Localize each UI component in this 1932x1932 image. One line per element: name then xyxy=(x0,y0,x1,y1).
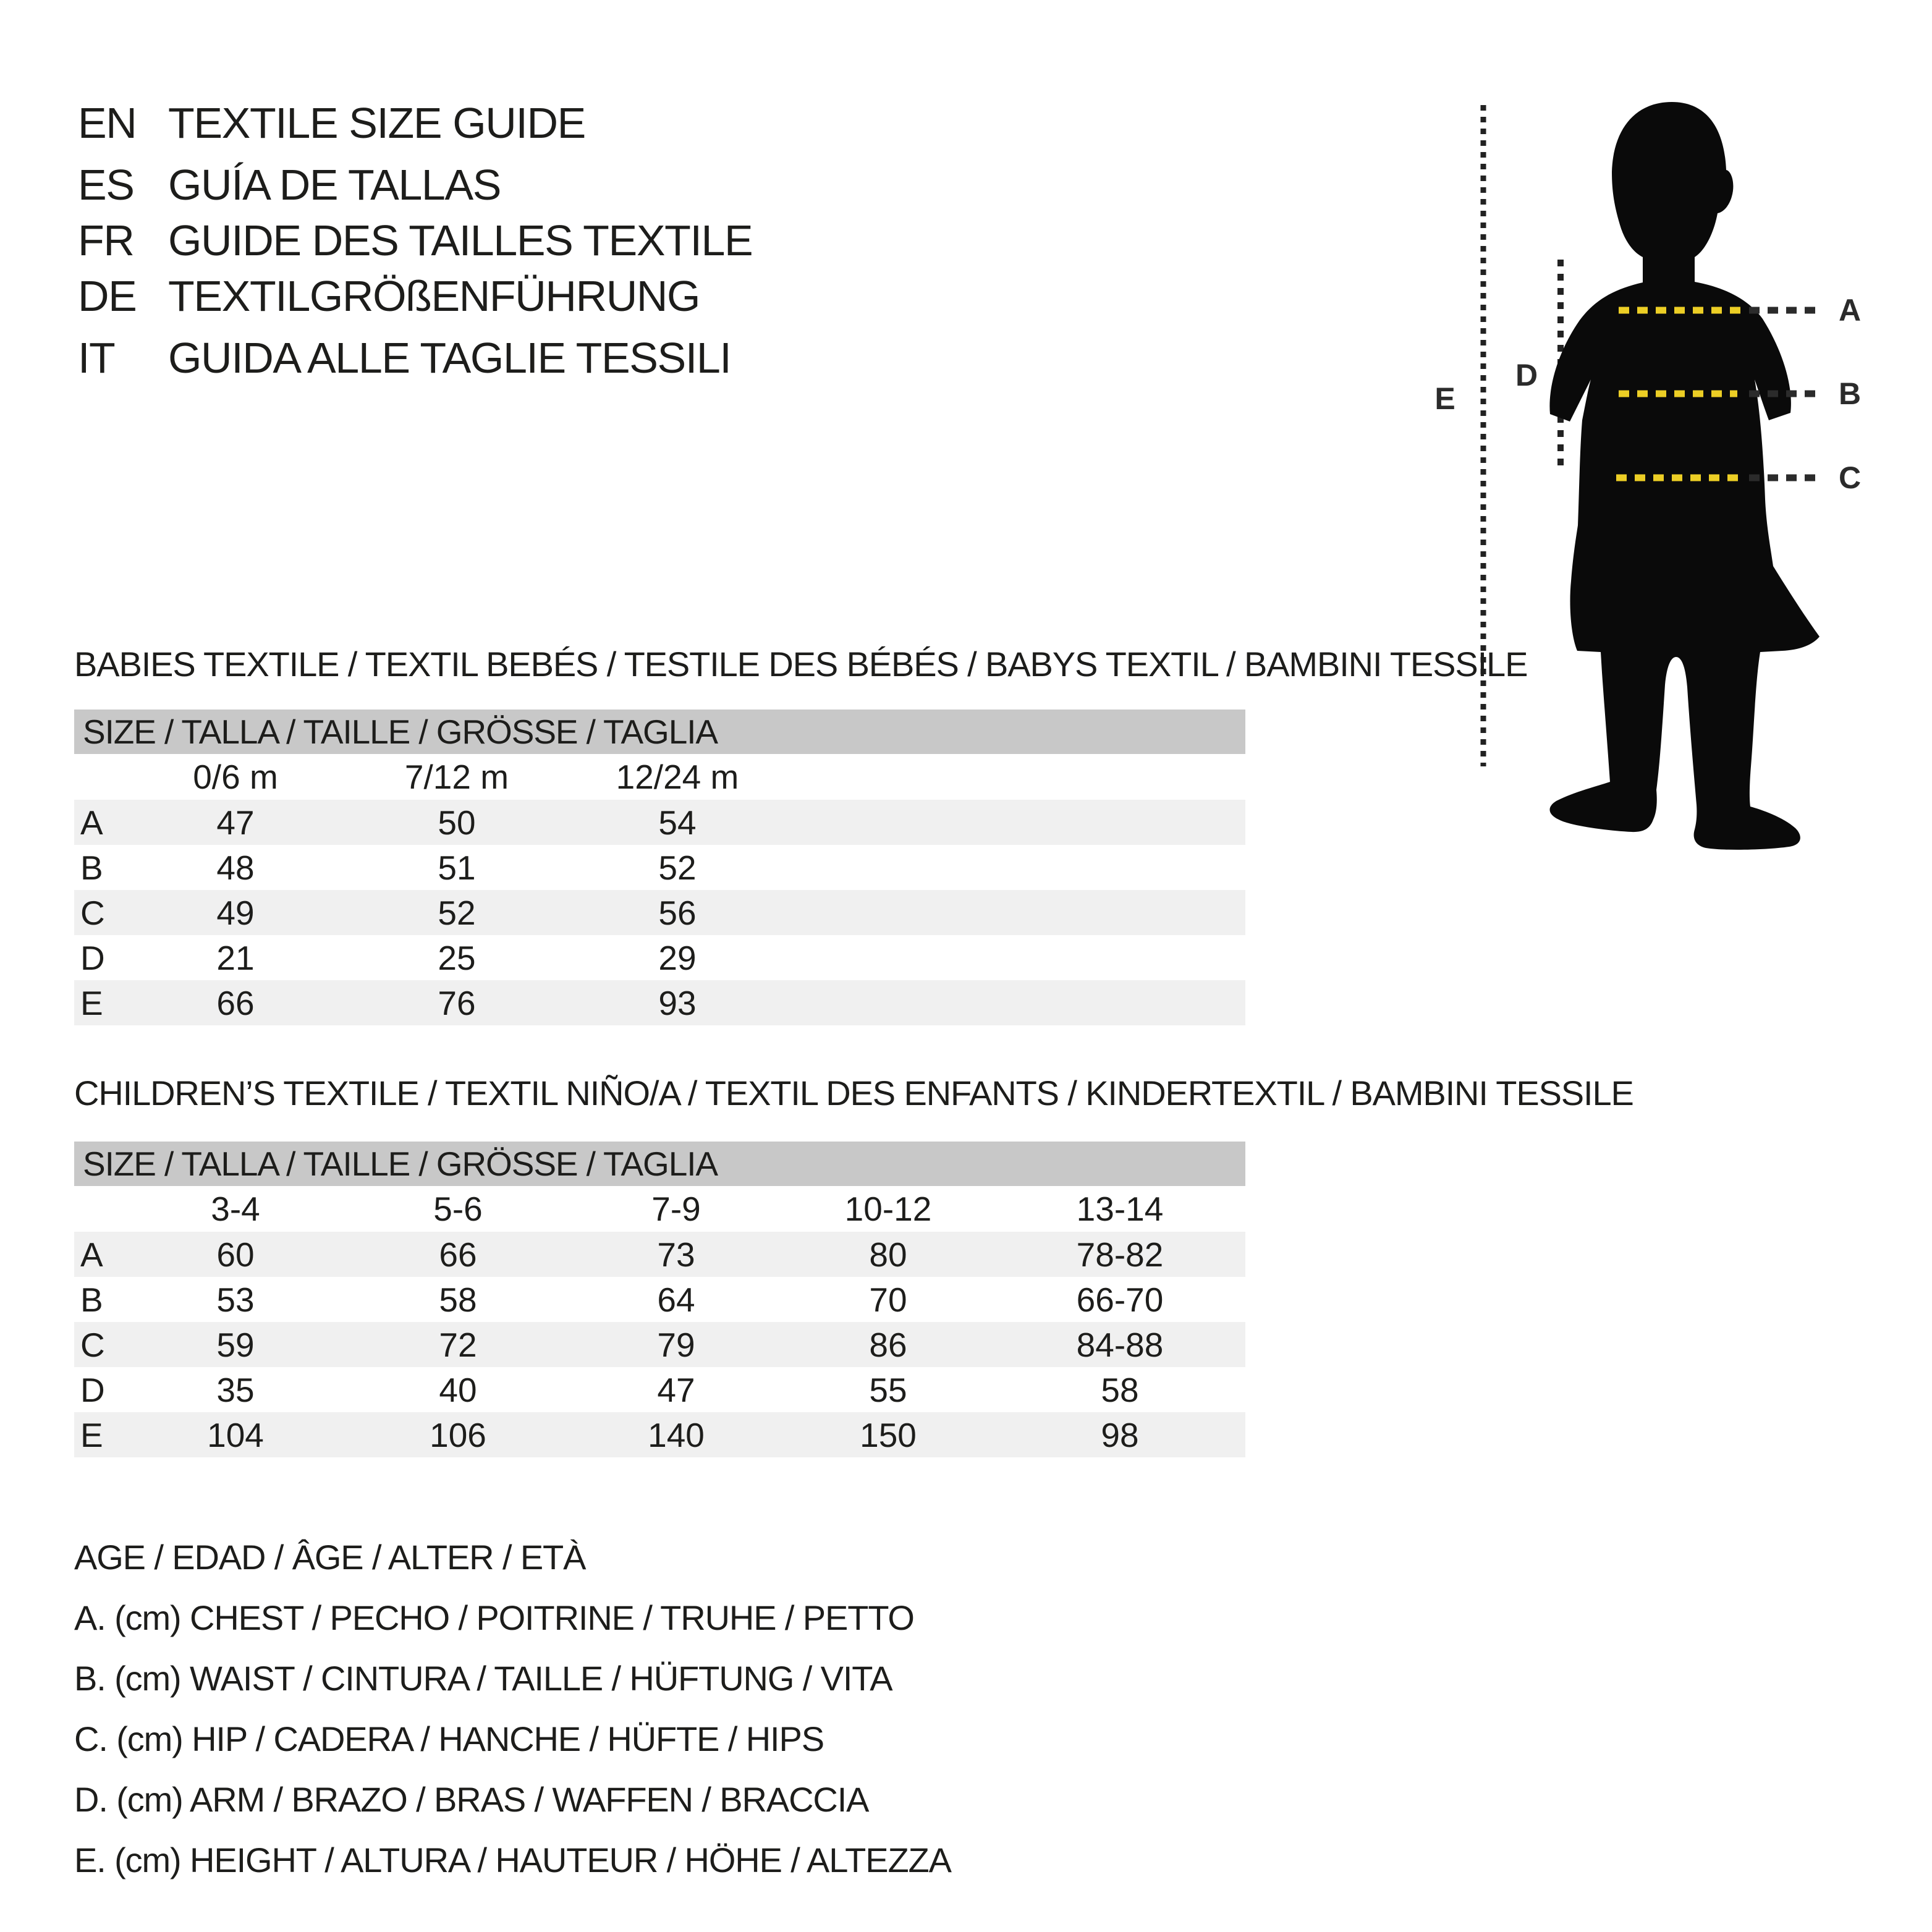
table-cell: 86 xyxy=(869,1325,907,1364)
legend-chest: A. (cm) CHEST / PECHO / POITRINE / TRUHE / PETTO xyxy=(74,1598,914,1637)
lang-title: TEXTILGRÖßENFÜHRUNG xyxy=(168,272,700,320)
table-cell: 70 xyxy=(869,1280,907,1319)
column-header: 7/12 m xyxy=(404,758,509,796)
table-row xyxy=(74,1412,1245,1457)
legend-arm: D. (cm) ARM / BRAZO / BRAS / WAFFEN / BRACCIA xyxy=(74,1780,869,1819)
lang-code: IT xyxy=(78,334,115,382)
table-cell: 64 xyxy=(657,1280,695,1319)
table-cell: 52 xyxy=(658,848,697,887)
row-label: A xyxy=(80,1235,103,1274)
lang-row-en xyxy=(78,101,585,145)
figure-label-b: B xyxy=(1838,376,1862,411)
table-cell: 66-70 xyxy=(1076,1280,1164,1319)
table-cell: 79 xyxy=(657,1325,695,1364)
lang-code: FR xyxy=(78,216,134,265)
legend-age: AGE / EDAD / ÂGE / ALTER / ETÀ xyxy=(74,1538,586,1577)
lang-title: GUIDE DES TAILLES TEXTILE xyxy=(168,216,753,265)
table-cell: 58 xyxy=(1101,1370,1139,1409)
babies-size-table xyxy=(74,710,1245,1025)
row-label: E xyxy=(80,983,103,1022)
table-cell: 52 xyxy=(438,893,476,932)
table-row xyxy=(74,800,1245,845)
legend-waist: B. (cm) WAIST / CINTURA / TAILLE / HÜFTUNG / VITA xyxy=(74,1659,892,1698)
table-row xyxy=(74,845,1245,890)
table-row xyxy=(74,1367,1245,1412)
table-cell: 104 xyxy=(207,1415,264,1454)
children-column-header-row xyxy=(74,1186,1245,1232)
table-cell: 51 xyxy=(438,848,476,887)
table-cell: 66 xyxy=(439,1235,477,1274)
column-header: 5-6 xyxy=(433,1190,483,1228)
lang-row-it xyxy=(78,334,731,382)
table-cell: 47 xyxy=(216,803,255,842)
figure-label-e: E xyxy=(1434,381,1455,416)
table-row xyxy=(74,980,1245,1025)
table-cell: 29 xyxy=(658,938,697,977)
table-cell: 21 xyxy=(216,938,255,977)
column-header: 12/24 m xyxy=(616,758,739,796)
figure-label-c: C xyxy=(1838,460,1862,495)
child-silhouette xyxy=(1549,102,1820,850)
table-cell: 78-82 xyxy=(1076,1235,1164,1274)
table-cell: 54 xyxy=(658,803,697,842)
table-cell: 49 xyxy=(216,893,255,932)
table-cell: 73 xyxy=(657,1235,695,1274)
table-cell: 150 xyxy=(860,1415,917,1454)
row-label: B xyxy=(80,848,103,887)
lang-code: ES xyxy=(78,161,134,209)
table-cell: 59 xyxy=(216,1325,255,1364)
lang-code: EN xyxy=(78,99,137,147)
table-cell: 47 xyxy=(657,1370,695,1409)
measure-figure xyxy=(1415,93,1910,871)
lang-title: GUÍA DE TALLAS xyxy=(168,161,501,209)
table-cell: 76 xyxy=(438,983,476,1022)
table-cell: 25 xyxy=(438,938,476,977)
children-section-title: CHILDREN’S TEXTILE / TEXTIL NIÑO/A / TEXTIL DES ENFANTS / KINDERTEXTIL / BAMBINI TESSILE xyxy=(74,1074,1633,1112)
children-size-header-bar xyxy=(74,1142,1245,1186)
table-cell: 80 xyxy=(869,1235,907,1274)
table-row xyxy=(74,1232,1245,1277)
lang-row-de xyxy=(78,274,700,318)
table-cell: 35 xyxy=(216,1370,255,1409)
table-row xyxy=(74,1322,1245,1367)
child-silhouette-figure xyxy=(1415,93,1910,871)
table-cell: 58 xyxy=(439,1280,477,1319)
lang-title: GUIDA ALLE TAGLIE TESSILI xyxy=(168,334,731,382)
lang-title: TEXTILE SIZE GUIDE xyxy=(168,99,585,147)
row-label: B xyxy=(80,1280,103,1319)
column-header: 10-12 xyxy=(844,1190,932,1228)
table-cell: 53 xyxy=(216,1280,255,1319)
legend-hip: C. (cm) HIP / CADERA / HANCHE / HÜFTE / HIPS xyxy=(74,1719,824,1758)
lang-row-fr xyxy=(78,216,753,265)
table-cell: 48 xyxy=(216,848,255,887)
table-cell: 93 xyxy=(658,983,697,1022)
table-cell: 98 xyxy=(1101,1415,1139,1454)
table-cell: 66 xyxy=(216,983,255,1022)
row-label: D xyxy=(80,1370,105,1409)
column-header: 0/6 m xyxy=(193,758,278,796)
row-label: C xyxy=(80,893,105,932)
table-cell: 140 xyxy=(648,1415,705,1454)
column-header: 13-14 xyxy=(1076,1190,1164,1228)
table-cell: 72 xyxy=(439,1325,477,1364)
table-row xyxy=(74,1277,1245,1322)
legend-height: E. (cm) HEIGHT / ALTURA / HAUTEUR / HÖHE / ALTEZZA xyxy=(74,1841,951,1879)
size-header-label: SIZE / TALLA / TAILLE / GRÖSSE / TAGLIA xyxy=(83,713,718,751)
table-cell: 40 xyxy=(439,1370,477,1409)
row-label: E xyxy=(80,1415,103,1454)
column-header: 3-4 xyxy=(211,1190,260,1228)
figure-label-d: D xyxy=(1515,358,1538,392)
figure-label-a: A xyxy=(1838,293,1862,328)
column-header: 7-9 xyxy=(651,1190,701,1228)
size-header-label: SIZE / TALLA / TAILLE / GRÖSSE / TAGLIA xyxy=(83,1145,718,1183)
table-cell: 84-88 xyxy=(1076,1325,1164,1364)
table-cell: 55 xyxy=(869,1370,907,1409)
table-cell: 60 xyxy=(216,1235,255,1274)
children-size-table xyxy=(74,1142,1245,1457)
babies-size-header-bar xyxy=(74,710,1245,754)
row-label: C xyxy=(80,1325,105,1364)
lang-code: DE xyxy=(78,272,137,320)
lang-row-es xyxy=(78,161,501,209)
babies-section-title: BABIES TEXTILE / TEXTIL BEBÉS / TESTILE DES BÉBÉS / BABYS TEXTIL / BAMBINI TESSILE xyxy=(74,645,1528,684)
row-label: D xyxy=(80,938,105,977)
table-cell: 56 xyxy=(658,893,697,932)
table-row xyxy=(74,890,1245,935)
table-row xyxy=(74,935,1245,980)
babies-column-header-row xyxy=(74,754,1245,800)
table-cell: 106 xyxy=(430,1415,486,1454)
table-cell: 50 xyxy=(438,803,476,842)
row-label: A xyxy=(80,803,103,842)
